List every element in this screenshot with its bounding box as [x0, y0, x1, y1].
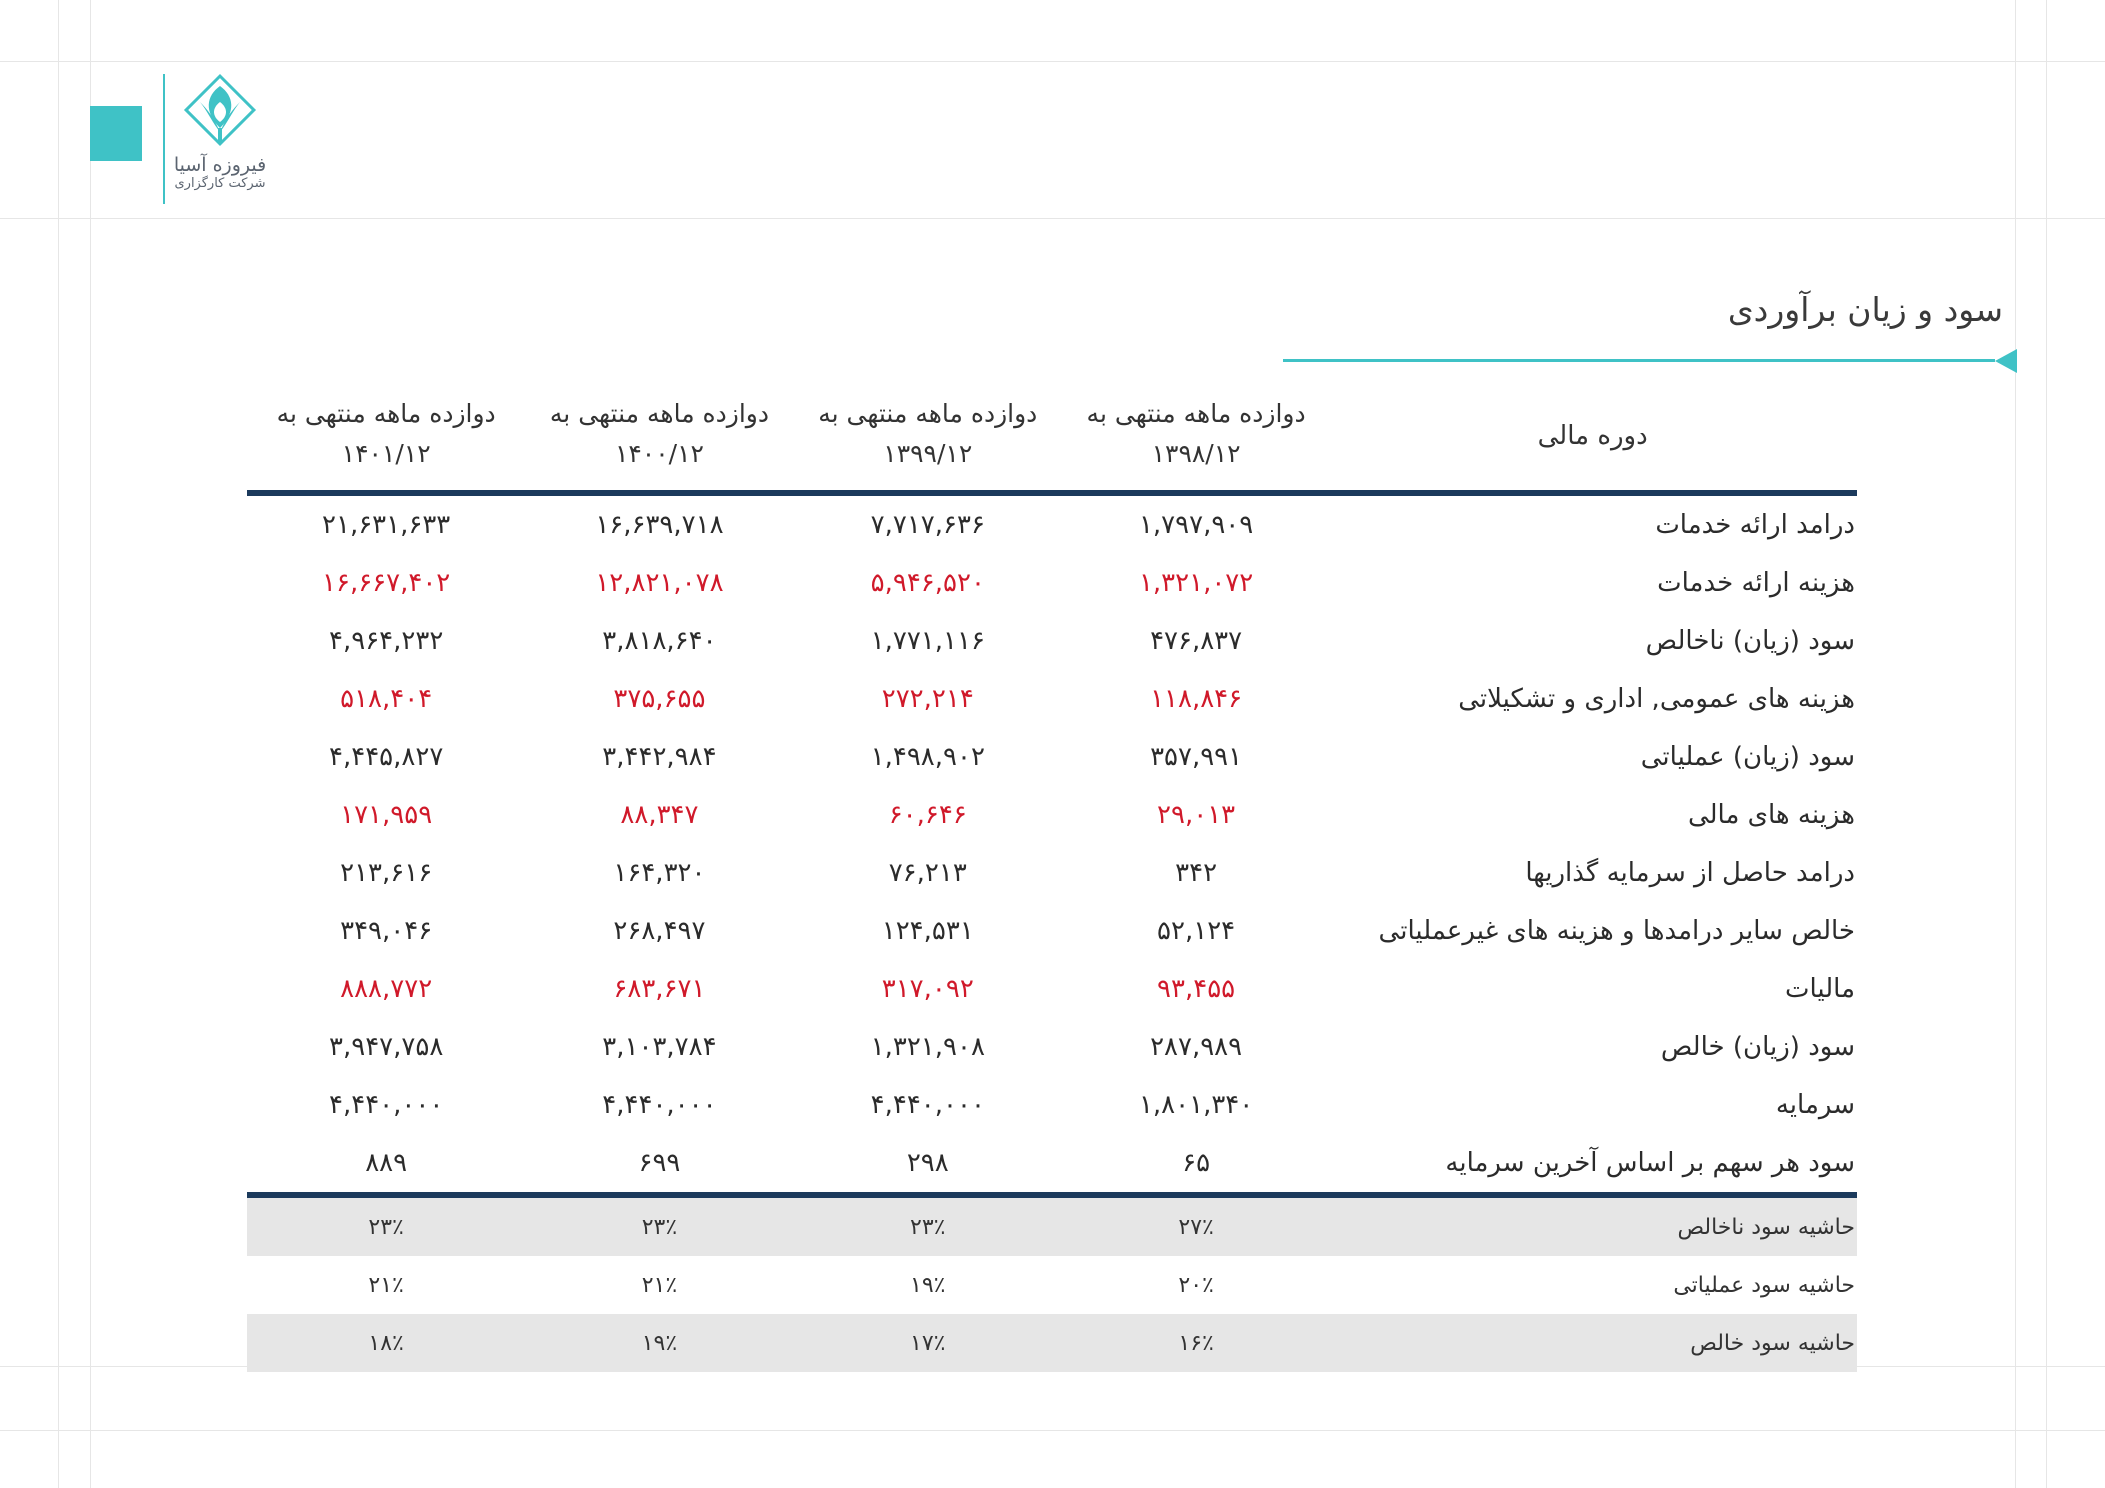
table-cell: ۳,۴۴۲,۹۸۴ — [602, 742, 717, 772]
brand-text — [170, 154, 270, 192]
row-label: هزینه های عمومی, اداری و تشکیلاتی — [1458, 684, 1855, 714]
table-cell: ۷,۷۱۷,۶۳۶ — [870, 510, 985, 540]
row-label: سود هر سهم بر اساس آخرین سرمایه — [1445, 1148, 1855, 1178]
column-header-line1: دوازده ماهه منتهی به — [276, 399, 496, 428]
table-cell: ۶۹۹ — [638, 1148, 681, 1178]
ratio-cell: ۲۳٪ — [910, 1214, 946, 1240]
column-header-year: ۱۴۰۱/۱۲ — [341, 439, 431, 468]
table-cell: ۴۷۶,۸۳۷ — [1150, 626, 1243, 656]
guide-line — [0, 218, 2105, 219]
table-cell: ۲۷۲,۲۱۴ — [881, 684, 974, 714]
table-cell: ۱,۷۹۷,۹۰۹ — [1138, 510, 1254, 540]
table-cell: ۸۸,۳۴۷ — [620, 800, 699, 830]
guide-line — [0, 61, 2105, 62]
ratio-cell: ۱۹٪ — [641, 1330, 678, 1356]
ratio-cell: ۲۱٪ — [641, 1272, 678, 1298]
ratio-cell: ۱۷٪ — [910, 1330, 946, 1356]
table-cell: ۶۰,۶۴۶ — [888, 800, 967, 830]
ratio-cell: ۱۶٪ — [1178, 1330, 1214, 1356]
table-cell: ۴,۴۴۰,۰۰۰ — [602, 1090, 717, 1120]
table-cell: ۲۱,۶۳۱,۶۳۳ — [322, 510, 451, 540]
row-label: خالص سایر درامدها و هزینه های غیرعملیاتی — [1378, 916, 1855, 946]
table-cell: ۶۵ — [1182, 1148, 1211, 1178]
guide-line — [58, 0, 59, 1488]
period-header: دوره مالی — [1537, 421, 1648, 451]
row-label: هزینه ارائه خدمات — [1657, 568, 1855, 598]
table-cell: ۳۴۲ — [1175, 858, 1218, 888]
table-cell: ۱۷۱,۹۵۹ — [340, 800, 433, 830]
table-cell: ۱,۴۹۸,۹۰۲ — [870, 742, 985, 772]
column-header — [247, 382, 525, 490]
brand-subtitle: شرکت کارگزاری — [174, 176, 266, 191]
table-cell: ۳۵۷,۹۹۱ — [1150, 742, 1243, 772]
guide-line — [0, 1430, 2105, 1431]
table-cell: ۱۲۴,۵۳۱ — [881, 916, 974, 946]
table-row — [247, 960, 1857, 1018]
guide-line — [90, 0, 91, 1488]
row-label: سود (زیان) ناخالص — [1645, 626, 1855, 656]
column-header-line1: دوازده ماهه منتهی به — [549, 399, 769, 428]
table-row — [247, 670, 1857, 728]
column-header-year: ۱۴۰۰/۱۲ — [614, 439, 704, 468]
table-cell: ۱,۸۰۱,۳۴۰ — [1138, 1090, 1254, 1120]
table-row — [247, 1018, 1857, 1076]
row-label: سرمایه — [1775, 1090, 1855, 1120]
guide-line — [2046, 0, 2047, 1488]
table-cell: ۴,۴۴۰,۰۰۰ — [329, 1090, 444, 1120]
table-cell: ۲۱۳,۶۱۶ — [340, 858, 433, 888]
ratio-cell: ۱۹٪ — [910, 1272, 946, 1298]
table-cell: ۷۶,۲۱۳ — [888, 858, 967, 888]
table-cell: ۱,۳۲۱,۹۰۸ — [870, 1032, 985, 1062]
row-label: هزینه های مالی — [1687, 800, 1855, 830]
table-row — [247, 728, 1857, 786]
firouzeh-logo-icon — [178, 72, 262, 156]
table-cell: ۱۶,۶۶۷,۴۰۲ — [322, 568, 451, 598]
ratio-cell: ۲۰٪ — [1178, 1272, 1214, 1298]
table-cell: ۱,۳۲۱,۰۷۲ — [1138, 568, 1254, 598]
table-row — [247, 1076, 1857, 1134]
ratio-label: حاشیه سود ناخالص — [1677, 1214, 1855, 1240]
table-cell: ۳,۸۱۸,۶۴۰ — [602, 626, 717, 656]
table-cell: ۲۸۷,۹۸۹ — [1150, 1032, 1243, 1062]
ratio-label: حاشیه سود عملیاتی — [1673, 1272, 1855, 1298]
column-header — [1062, 382, 1330, 490]
ratio-row — [247, 1256, 1857, 1314]
table-cell: ۴,۴۴۵,۸۲۷ — [329, 742, 444, 772]
table-cell: ۱۲,۸۲۱,۰۷۸ — [595, 568, 724, 598]
logo-divider — [163, 74, 165, 204]
column-header-year: ۱۳۹۹/۱۲ — [883, 439, 973, 468]
table-cell: ۳۱۷,۰۹۲ — [881, 974, 974, 1004]
column-header-line1: دوازده ماهه منتهی به — [1086, 399, 1306, 428]
guide-line — [2015, 0, 2016, 1488]
brand-name: فیروزه آسیا — [173, 154, 267, 176]
ratio-cell: ۲۱٪ — [368, 1272, 404, 1298]
table-cell: ۶۸۳,۶۷۱ — [613, 974, 706, 1004]
page-title: سود و زیان برآوردی — [1727, 290, 2003, 329]
table-cell: ۲۹۸ — [906, 1148, 949, 1178]
table-row — [247, 554, 1857, 612]
table-cell: ۴,۹۶۴,۲۳۲ — [329, 626, 444, 656]
table-cell: ۱۶۴,۳۲۰ — [613, 858, 706, 888]
table-cell: ۱۱۸,۸۴۶ — [1150, 684, 1243, 714]
row-label: سود (زیان) عملیاتی — [1640, 742, 1855, 772]
row-label: درامد حاصل از سرمایه گذاریها — [1525, 858, 1855, 888]
column-header — [794, 382, 1062, 490]
title-underline — [1283, 359, 1995, 362]
row-label: درامد ارائه خدمات — [1655, 510, 1855, 540]
column-header-line1: دوازده ماهه منتهی به — [818, 399, 1038, 428]
ratio-cell: ۲۳٪ — [641, 1214, 678, 1240]
table-cell: ۲۹,۰۱۳ — [1157, 800, 1236, 830]
table-cell: ۳۴۹,۰۴۶ — [340, 916, 433, 946]
table-row — [247, 902, 1857, 960]
title-arrow-icon — [1995, 349, 2017, 373]
table-cell: ۵۱۸,۴۰۴ — [340, 684, 433, 714]
table-row — [247, 612, 1857, 670]
row-label: سود (زیان) خالص — [1660, 1032, 1855, 1062]
column-header-year: ۱۳۹۸/۱۲ — [1151, 439, 1241, 468]
table-row — [247, 496, 1857, 554]
table-row — [247, 844, 1857, 902]
table-cell: ۵,۹۴۶,۵۲۰ — [870, 568, 985, 598]
table-cell: ۸۸۸,۷۷۲ — [340, 974, 433, 1004]
table-cell: ۵۲,۱۲۴ — [1157, 916, 1236, 946]
table-cell: ۸۸۹ — [365, 1148, 408, 1178]
row-label: مالیات — [1784, 974, 1855, 1004]
ratio-row — [247, 1314, 1857, 1372]
ratio-row — [247, 1198, 1857, 1256]
table-header — [247, 382, 1857, 490]
brand-accent-square — [90, 106, 142, 161]
table-row — [247, 1134, 1857, 1192]
table-cell: ۱,۷۷۱,۱۱۶ — [870, 626, 985, 656]
ratio-label: حاشیه سود خالص — [1690, 1330, 1855, 1356]
table-row — [247, 786, 1857, 844]
table-cell: ۱۶,۶۳۹,۷۱۸ — [595, 510, 724, 540]
ratio-cell: ۲۳٪ — [368, 1214, 404, 1240]
column-header — [525, 382, 793, 490]
table-cell: ۳۷۵,۶۵۵ — [613, 684, 706, 714]
ratio-cell: ۱۸٪ — [368, 1330, 404, 1356]
table-cell: ۲۶۸,۴۹۷ — [613, 916, 706, 946]
table-cell: ۹۳,۴۵۵ — [1157, 974, 1236, 1004]
table-cell: ۴,۴۴۰,۰۰۰ — [870, 1090, 985, 1120]
table-cell: ۳,۹۴۷,۷۵۸ — [329, 1032, 444, 1062]
ratio-cell: ۲۷٪ — [1178, 1214, 1214, 1240]
income-statement-table — [247, 382, 1857, 1372]
table-cell: ۳,۱۰۳,۷۸۴ — [602, 1032, 717, 1062]
